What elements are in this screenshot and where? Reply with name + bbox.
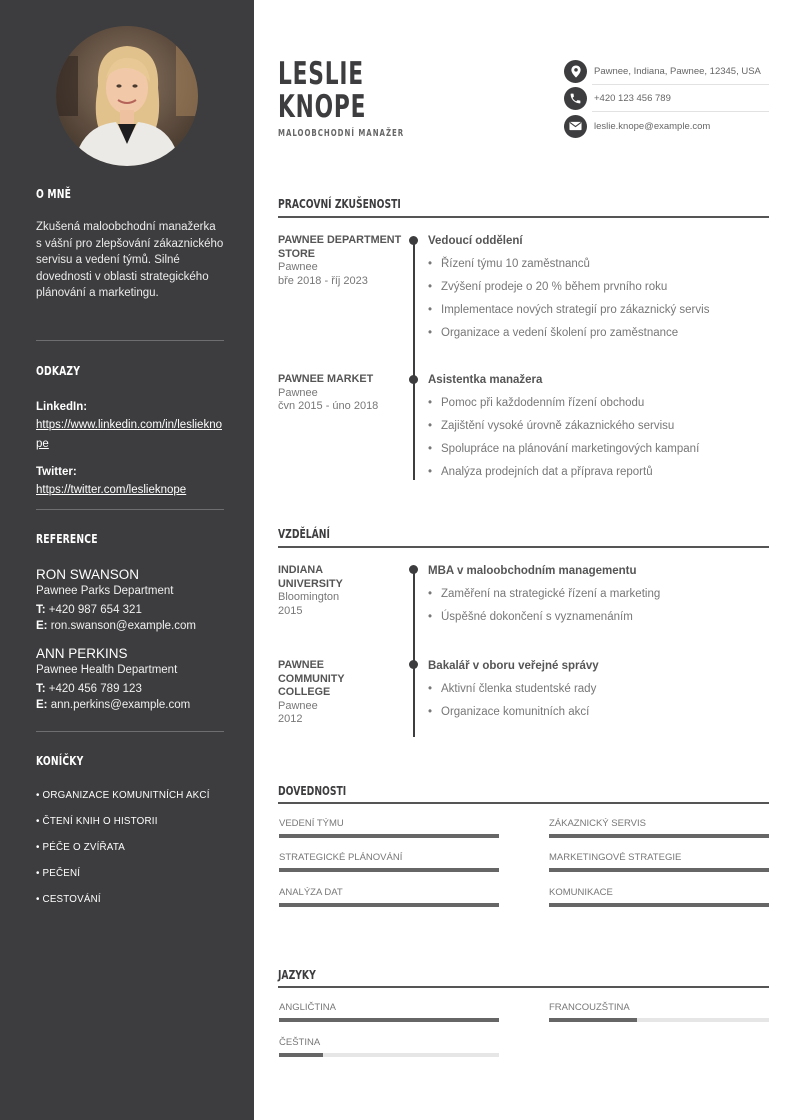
link-item-twitter	[36, 465, 224, 499]
skill-bar	[279, 903, 499, 907]
address-text: Pawnee, Indiana, Pawnee, 12345, USA	[594, 65, 761, 77]
education-meta	[278, 564, 388, 618]
link-label: LinkedIn:	[36, 401, 88, 413]
skill-bar	[549, 903, 769, 907]
profile-photo	[56, 26, 198, 166]
skill-bar-fill	[279, 834, 499, 838]
education-item: • Zaměření na strategické řízení a marketing	[428, 587, 769, 601]
degree-title: Bakalář v oboru veřejné správy	[428, 660, 599, 672]
timeline-dot	[409, 565, 418, 574]
hobbies-section	[36, 753, 224, 920]
skill-bar-fill	[549, 834, 769, 838]
skill-item	[549, 852, 769, 872]
education-details	[428, 659, 769, 728]
reference-name: ANN PERKINS	[36, 646, 128, 661]
employer-name: PAWNEE DEPARTMENT STORE	[278, 234, 402, 260]
skill-name: KOMUNIKACE	[549, 887, 613, 898]
employer-location: Pawnee	[278, 261, 318, 273]
reference-email: E: ann.perkins@example.com	[36, 699, 191, 711]
references-section	[36, 531, 224, 713]
duty-item: • Implementace nových strategií pro zákaznický servis	[428, 303, 769, 317]
languages-heading: JAZYKY	[278, 967, 316, 982]
language-name: ANGLIČTINA	[279, 1002, 337, 1013]
education-meta	[278, 659, 378, 727]
education-item: • Organizace komunitních akcí	[428, 705, 769, 719]
section-rule	[278, 546, 769, 548]
duty-item: • Organizace a vedení školení pro zaměstnance	[428, 326, 769, 340]
language-bar-fill	[279, 1018, 499, 1022]
hobby-item: • PEČENÍ	[36, 868, 81, 879]
duty-item: • Zajištění vysoké úrovně zákaznického servisu	[428, 419, 769, 433]
school-location: Bloomington	[278, 591, 340, 603]
envelope-icon	[564, 115, 587, 138]
skill-item	[279, 818, 499, 838]
timeline-dot	[409, 375, 418, 384]
phone-icon	[564, 87, 587, 110]
contact-phone	[564, 85, 769, 111]
skill-item	[549, 818, 769, 838]
hobbies-heading: KONÍČKY	[36, 753, 84, 768]
skill-bar	[549, 868, 769, 872]
job-role: Vedoucí oddělení	[428, 235, 523, 247]
link-item-linkedin	[36, 400, 224, 452]
skill-item	[279, 887, 499, 907]
section-rule	[278, 802, 769, 804]
language-item	[549, 1002, 769, 1022]
school-location: Pawnee	[278, 699, 318, 712]
about-text: Zkušená maloobchodní manažerka s vášní pro zlepšování zákaznického servisu a vedení týmů. Silné dovednosti v oblasti strategického plánování a marketingu.	[36, 221, 224, 300]
experience-meta	[278, 234, 402, 288]
map-pin-icon	[564, 60, 587, 83]
reference-org: Pawnee Health Department	[36, 664, 178, 676]
contact-divider	[592, 111, 769, 112]
duty-item: • Pomoc při každodenním řízení obchodu	[428, 396, 769, 410]
skill-name: VEDENÍ TÝMU	[279, 818, 344, 829]
language-bar-fill	[549, 1018, 637, 1022]
timeline-dot	[409, 660, 418, 669]
duty-item: • Analýza prodejních dat a příprava reportů	[428, 465, 769, 479]
job-role: Asistentka manažera	[428, 374, 543, 386]
graduation-year: 2012	[278, 713, 303, 725]
skill-bar-fill	[279, 868, 499, 872]
person-name: LESLIE KNOPE	[278, 56, 367, 125]
hobby-item: • PÉČE O ZVÍŘATA	[36, 842, 126, 853]
reference-email: E: ron.swanson@example.com	[36, 620, 196, 632]
about-section	[36, 186, 224, 302]
employment-dates: čvn 2015 - úno 2018	[278, 400, 379, 412]
reference-phone: T: +420 456 789 123	[36, 683, 142, 695]
link-label: Twitter:	[36, 466, 77, 479]
language-name: ČEŠTINA	[279, 1037, 321, 1048]
experience-timeline	[413, 240, 415, 480]
language-bar-fill	[279, 1053, 323, 1057]
experience-details	[428, 234, 769, 349]
sidebar-divider	[36, 731, 224, 732]
reference-name: RON SWANSON	[36, 567, 140, 582]
about-heading: O MNĚ	[36, 186, 72, 201]
education-item: • Aktivní členka studentské rady	[428, 682, 769, 696]
job-title: MALOOBCHODNÍ MANAŽER	[278, 128, 405, 139]
duty-item: • Řízení týmu 10 zaměstnanců	[428, 257, 769, 271]
skill-item	[279, 852, 499, 872]
reference-org: Pawnee Parks Department	[36, 585, 174, 597]
links-heading: ODKAZY	[36, 363, 81, 378]
reference-item	[36, 645, 224, 713]
timeline-dot	[409, 236, 418, 245]
language-bar	[279, 1053, 499, 1057]
hobby-item: • ČTENÍ KNIH O HISTORII	[36, 816, 158, 827]
education-heading: VZDĚLÁNÍ	[278, 526, 330, 541]
sidebar	[0, 0, 254, 1120]
hobby-item: • ORGANIZACE KOMUNITNÍCH AKCÍ	[36, 790, 210, 801]
skill-bar	[549, 834, 769, 838]
experience-meta	[278, 373, 402, 414]
school-name: PAWNEE COMMUNITY COLLEGE	[278, 659, 345, 698]
duty-item: • Spolupráce na plánování marketingových kampaní	[428, 442, 769, 456]
employer-location: Pawnee	[278, 386, 318, 399]
education-timeline	[413, 569, 415, 737]
reference-item	[36, 566, 224, 634]
links-section	[36, 363, 224, 499]
hobby-item: • CESTOVÁNÍ	[36, 894, 101, 905]
skill-bar-fill	[549, 903, 769, 907]
skill-bar-fill	[549, 868, 769, 872]
education-item: • Úspěšné dokončení s vyznamenáním	[428, 610, 769, 624]
language-item	[279, 1002, 499, 1022]
skill-bar	[279, 834, 499, 838]
experience-details	[428, 373, 769, 488]
experience-heading: PRACOVNÍ ZKUŠENOSTI	[278, 196, 401, 211]
references-heading: REFERENCE	[36, 531, 98, 546]
education-details	[428, 564, 769, 633]
language-name: FRANCOUZŠTINA	[549, 1002, 630, 1013]
skill-name: STRATEGICKÉ PLÁNOVÁNÍ	[279, 852, 403, 863]
school-name: INDIANA UNIVERSITY	[278, 564, 343, 590]
contact-address	[564, 58, 769, 84]
email-text: leslie.knope@example.com	[594, 120, 711, 132]
skill-name: ANALÝZA DAT	[279, 887, 343, 898]
employer-name: PAWNEE MARKET	[278, 373, 374, 385]
phone-text: +420 123 456 789	[594, 92, 671, 104]
sidebar-divider	[36, 509, 224, 510]
skills-heading: DOVEDNOSTI	[278, 783, 347, 798]
language-bar	[279, 1018, 499, 1022]
skill-name: ZÁKAZNICKÝ SERVIS	[549, 818, 646, 829]
skill-bar-fill	[279, 903, 499, 907]
graduation-year: 2015	[278, 604, 303, 617]
contact-email	[564, 113, 769, 139]
language-bar	[549, 1018, 769, 1022]
skill-name: MARKETINGOVÉ STRATEGIE	[549, 852, 682, 863]
section-rule	[278, 216, 769, 218]
skill-item	[549, 887, 769, 907]
section-rule	[278, 986, 769, 988]
skill-bar	[279, 868, 499, 872]
twitter-link[interactable]: https://twitter.com/leslieknope	[36, 484, 187, 497]
degree-title: MBA v maloobchodním managementu	[428, 565, 637, 577]
sidebar-divider	[36, 340, 224, 341]
linkedin-link[interactable]: https://www.linkedin.com/in/leslieknope	[36, 419, 222, 450]
duty-item: • Zvýšení prodeje o 20 % během prvního roku	[428, 280, 769, 294]
reference-phone: T: +420 987 654 321	[36, 604, 142, 616]
language-item	[279, 1037, 499, 1057]
employment-dates: bře 2018 - říj 2023	[278, 274, 368, 287]
